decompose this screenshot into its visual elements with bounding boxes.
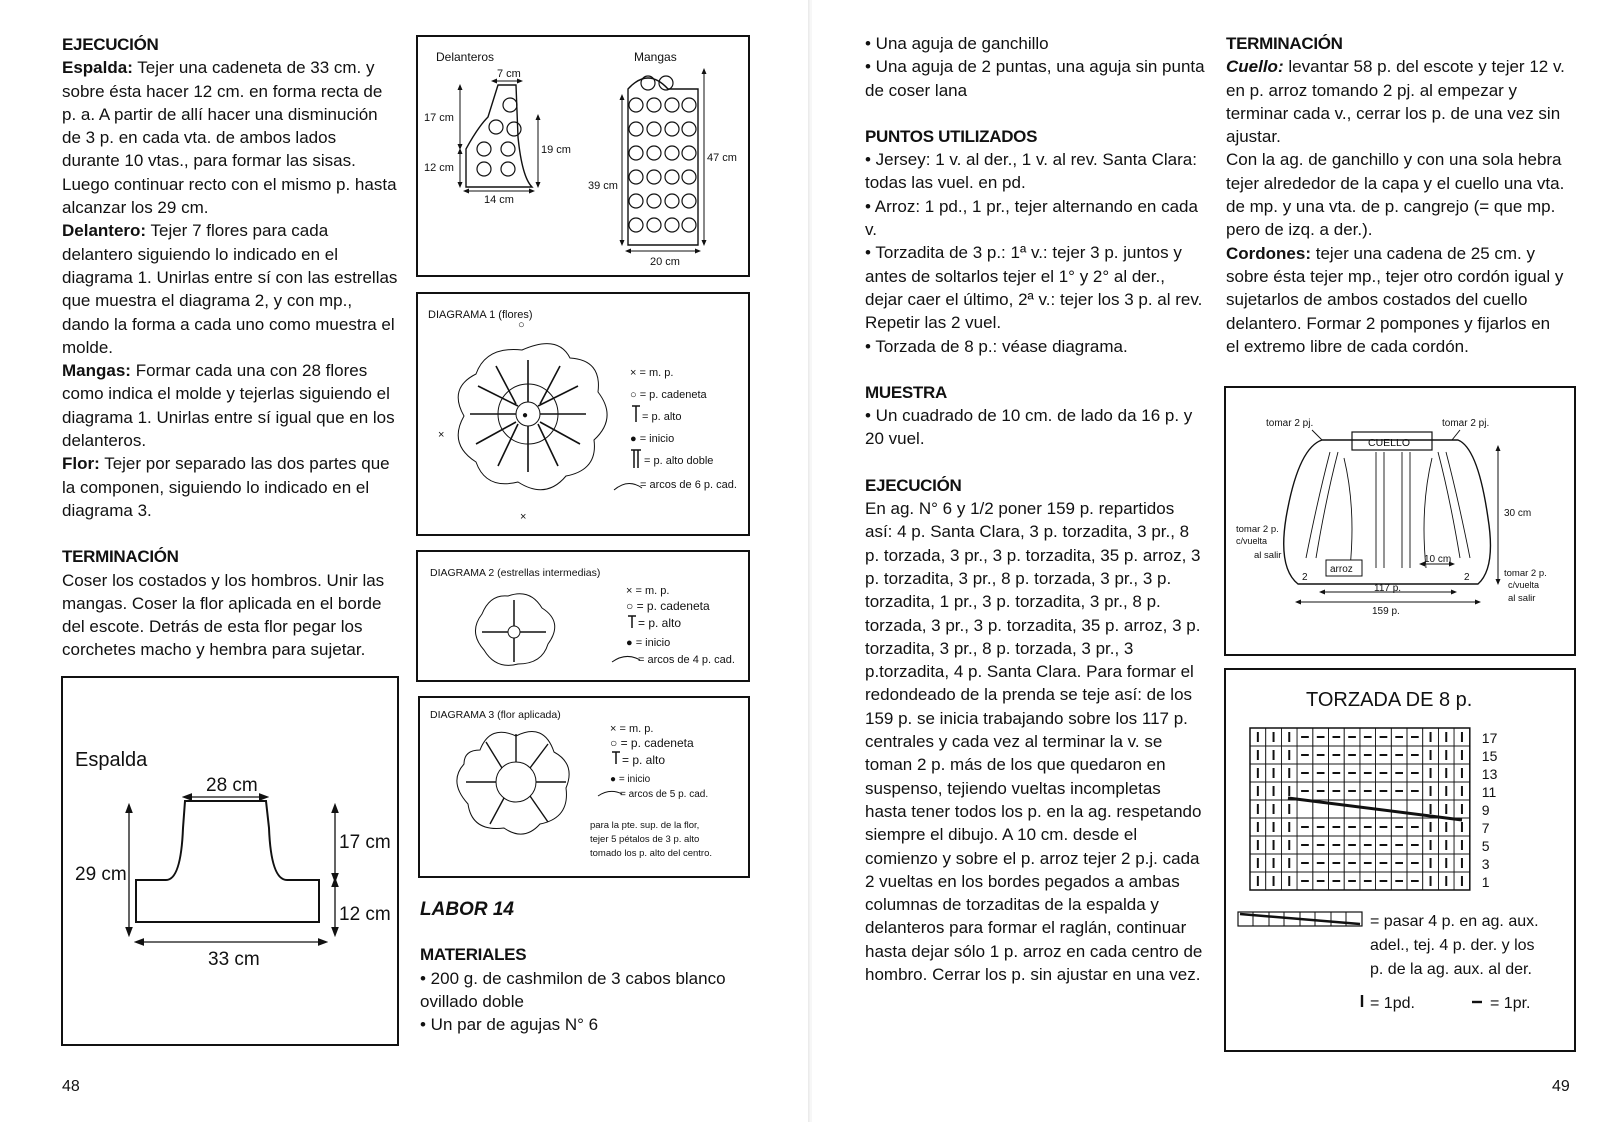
capa-tomar-left-0: tomar 2 p. <box>1236 524 1279 535</box>
d3-legend-4: = arcos de 5 p. cad. <box>620 789 709 800</box>
espalda-text: Tejer una cadeneta de 33 cm. y sobre ésta hacer 12 cm. en forma recta de p. a. A partir de allí hacer una disminución de 3 p. en cada vta. de ambos lados durante 10 vtas., para formar las sisas. Luego continuar recto con el mismo p. hasta alcanzar los 29 cm. <box>62 58 397 218</box>
flor-label: Flor: <box>62 454 100 474</box>
capa-tomar-right-1: c/vuelta <box>1508 580 1540 590</box>
delantero-text: Tejer 7 flores para cada delantero siguiendo lo indicado en el diagrama 1. Unirlas entre sí con las estrellas que muestra el diagrama 2, y con mp., dando la forma a cada uno como muestra el molde. <box>62 221 398 357</box>
terminacion-heading-right: TERMINACIÓN <box>1226 34 1343 53</box>
diagrama1-svg <box>418 294 748 534</box>
pattern-diagram-svg <box>418 37 748 275</box>
flor-text: Tejer por separado las dos partes que la componen, siguiendo lo indicado en el diagrama 3. <box>62 454 390 520</box>
cuello-paragraph <box>1226 55 1566 148</box>
muestra-text: • Un cuadrado de 10 cm. de lado da 16 p. y 20 vuel. <box>865 406 1193 449</box>
ejecucion-text-right: En ag. N° 6 y 1/2 poner 159 p. repartidos así: 4 p. Santa Clara, 3 p. torzadita, 3 pr., 8 p. torzada, 3 pr., 3 p. torzadita, 35 p. arroz, 3 p. torzadita, 3 pr., 8 p. torzada, 3 pr., 3 p. torzadita, 1 pr., 3 p. torzadita, 3 pr., 8 p. torzada, 3 pr., 3 p. torzadita, 35 p. arroz, 3 p. torzadita, 3 pr., 8 p. torzada, 3 pr., 3 p.torzadita, 4 p. Santa Clara. Para formar el redondeado de la prenda se teje así: de los 159 p. se inicia trabajando sobre los 117 p. centrales y cada vez al terminar la v. se toman 2 p. más de los que quedaron en suspenso, tejiendo vueltas incompletas hasta tener todos los p. en la ag. respetando siempre el dibujo. A 10 cm. desde el comienzo y sobre el p. arroz tejer 2 p.j. cada 2 vueltas en los bordes pegados a ambas columnas de torzaditas de la espalda y delanteros para formar el raglán, continuar hasta dejar sólo 1 p. arroz en cada centro de hombro. Cerrar los p. sin ajustar en una vez. <box>865 499 1203 984</box>
cordones-paragraph <box>1226 242 1566 358</box>
d2-legend-0: × = m. p. <box>626 585 670 597</box>
d1-mark-bottom: × <box>520 511 527 523</box>
capa-159p-label: 159 p. <box>1372 606 1400 617</box>
capa-10cm-label: 10 cm <box>1424 554 1452 565</box>
torzada-row-number: 9 <box>1481 802 1490 818</box>
torzada-legend-pr: = 1pr. <box>1490 995 1531 1012</box>
puntos-item-3: • Torzada de 8 p.: véase diagrama. <box>865 336 1128 356</box>
torzada-row-numbers <box>1482 730 1498 890</box>
torzada-legend-cross-0: = pasar 4 p. en ag. aux. <box>1370 913 1539 930</box>
d1-legend-0: × = m. p. <box>630 367 674 379</box>
capa-117p-label: 117 p. <box>1374 583 1402 594</box>
materiales-heading: MATERIALES <box>420 945 527 965</box>
capa-arroz-label: arroz <box>1330 564 1353 575</box>
delantero-12cm: 12 cm <box>424 162 454 174</box>
muestra-heading: MUESTRA <box>865 382 947 402</box>
delantero-17cm: 17 cm <box>424 112 454 124</box>
espalda-outline <box>136 801 319 922</box>
torzada-cell <box>1391 800 1407 818</box>
capa-tomar-right-2: al salir <box>1508 593 1536 604</box>
torzada-legend-cross-symbol <box>1238 912 1362 926</box>
d3-note-0: para la pte. sup. de la flor, <box>590 820 700 831</box>
star-motif <box>475 594 554 666</box>
espalda-diagram-svg <box>63 678 397 1044</box>
torzada-row-number: 15 <box>1481 748 1498 764</box>
d3-legend-1: ○ = p. cadeneta <box>610 736 694 750</box>
espalda-diagram <box>61 676 399 1046</box>
torzada-row-number: 17 <box>1481 730 1498 746</box>
manga-20cm: 20 cm <box>650 256 680 268</box>
torzada-diagram-svg <box>1226 670 1574 1050</box>
ganchillo-text: Con la ag. de ganchillo y con una sola hebra tejer alrededor de la capa y el cuello una vta. de mp. y una vta. de p. cangrejo (= que mp. pero de izq. a der.). <box>1226 150 1565 240</box>
materials-cont-0: • Una aguja de ganchillo <box>865 34 1049 53</box>
capa-tomar-top-left: tomar 2 pj. <box>1266 418 1314 429</box>
d2-legend-3: ● = inicio <box>626 637 671 649</box>
d2-legend-4: = arcos de 4 p. cad. <box>638 654 735 666</box>
espalda-bottom-measure: 33 cm <box>208 949 260 970</box>
puntos-item-2: • Torzadita de 3 p.: 1ª v.: tejer 3 p. juntos y antes de soltarlos tejer el 1° y 2° al der., dejar caer el último, 2ª v.: tejer los 3 p. al rev. Repetir las 2 vuel. <box>865 243 1203 333</box>
ejecucion-heading-right: EJECUCIÓN <box>865 475 962 495</box>
diagrama3-title: DIAGRAMA 3 (flor aplicada) <box>430 709 561 721</box>
torzada-row-number: 7 <box>1481 820 1490 836</box>
mangas-label: Mangas: <box>62 361 131 381</box>
d1-mark-center: ● <box>522 410 529 421</box>
materials-cont-1: • Una aguja de 2 puntas, una aguja sin punta de coser lana <box>865 57 1205 100</box>
espalda-title: Espalda <box>75 749 148 771</box>
capa-diagram <box>1224 386 1576 656</box>
applied-flower-motif <box>457 732 569 835</box>
torzada-cell <box>1297 800 1313 818</box>
d1-mark-top: ○ <box>518 319 525 331</box>
delantero-paragraph <box>62 219 398 359</box>
torzada-grid <box>1250 728 1470 890</box>
manga-47cm: 47 cm <box>707 152 737 164</box>
delantero-14cm: 14 cm <box>484 194 514 206</box>
mangas-label: Mangas <box>634 50 677 64</box>
d2-legend-1: ○ = p. cadeneta <box>626 599 710 613</box>
right-text-column <box>865 32 1205 986</box>
mangas-paragraph <box>62 359 398 452</box>
materiales-item-0: • 200 g. de cashmilon de 3 cabos blanco ovillado doble <box>420 968 726 1011</box>
puntos-item-0: • Jersey: 1 v. al der., 1 v. al rev. Santa Clara: todas las vuel. en pd. <box>865 150 1197 193</box>
puntos-item-1: • Arroz: 1 pd., 1 pr., tejer alternando en cada v. <box>865 196 1198 240</box>
torzada-row-number: 3 <box>1481 856 1490 872</box>
espalda-top-measure: 28 cm <box>206 775 258 796</box>
delantero-7cm: 7 cm <box>497 68 521 80</box>
cuello-label: Cuello: <box>1226 57 1284 77</box>
capa-tomar-right-0: tomar 2 p. <box>1504 568 1547 579</box>
materiales-column <box>420 898 760 1036</box>
torzada-diagram <box>1224 668 1576 1052</box>
torzada-row-number: 11 <box>1481 784 1497 800</box>
manga-39cm: 39 cm <box>588 180 618 192</box>
delanteros-label: Delanteros <box>436 50 495 64</box>
d1-legend-3: ● = inicio <box>630 433 675 445</box>
diagrama2 <box>416 550 750 682</box>
capa-diagram-svg <box>1226 388 1574 654</box>
page-number-left: 48 <box>62 1078 80 1095</box>
capa-two-left: 2 <box>1302 572 1308 583</box>
capa-two-right: 2 <box>1464 572 1470 583</box>
diagrama3 <box>418 696 750 878</box>
left-text-column <box>62 33 398 662</box>
d1-legend-5: = arcos de 6 p. cad. <box>640 479 737 491</box>
torzada-row-number: 5 <box>1481 838 1490 854</box>
d1-legend-2: = p. alto <box>642 411 682 423</box>
d2-legend-2: = p. alto <box>638 616 682 630</box>
diagrama2-title: DIAGRAMA 2 (estrellas intermedias) <box>430 567 601 579</box>
diagrama2-svg <box>418 552 748 680</box>
capa-tomar-top-right: tomar 2 pj. <box>1442 418 1490 429</box>
torzada-legend-cross-2: p. de la ag. aux. al der. <box>1370 961 1532 978</box>
mangas-text: Formar cada una con 28 flores como indica el molde y tejerlas siguiendo el diagrama 1. Unirlas entre sí igual que en los delanteros. <box>62 361 395 451</box>
d3-legend-2: = p. alto <box>622 753 666 767</box>
right-page <box>812 0 1600 1122</box>
labor-title: LABOR 14 <box>420 899 514 920</box>
torzada-row-number: 1 <box>1481 874 1490 890</box>
torzada-legend-pd: = 1pd. <box>1370 995 1415 1012</box>
d3-legend-3: ● = inicio <box>610 774 651 785</box>
pattern-diagram <box>416 35 750 277</box>
capa-30cm-label: 30 cm <box>1504 508 1532 519</box>
espalda-right-top-measure: 17 cm <box>339 832 391 853</box>
delantero-label: Delantero: <box>62 221 147 241</box>
capa-cable-pattern <box>1306 452 1470 568</box>
cordones-label: Cordones: <box>1226 243 1311 263</box>
torzada-legend-cross-1: adel., tej. 4 p. der. y los <box>1370 937 1535 954</box>
flower-motif-large <box>458 344 607 490</box>
espalda-right-bottom-measure: 12 cm <box>339 904 391 925</box>
diagrama1-title: DIAGRAMA 1 (flores) <box>428 309 533 321</box>
d3-note-1: tejer 5 pétalos de 3 p. alto <box>590 834 700 845</box>
terminacion-text: Coser los costados y los hombros. Unir las mangas. Coser la flor aplicada en el borde del escote. Detrás de esta flor pegar los corchetes macho y hembra para sujetar. <box>62 570 385 660</box>
terminacion-heading: TERMINACIÓN <box>62 547 179 567</box>
flor-paragraph <box>62 452 398 522</box>
d1-mark-left: × <box>438 429 445 441</box>
capa-tomar-left-1: c/vuelta <box>1236 536 1268 546</box>
cuello-text: levantar 58 p. del escote y tejer 12 v. en p. arroz tomando 2 pj. al empezar y terminar cada v., cerrar los p. de una vez sin ajustar. <box>1226 57 1565 147</box>
diagrama1 <box>416 292 750 536</box>
d3-legend-0: × = m. p. <box>610 723 654 735</box>
cordones-text: tejer una cadena de 25 cm. y sobre ésta tejer mp., tejer otro cordón igual y sujetarlos de ambos costados del cuello delantero. Formar 2 pompones y fijarlos en el extremo libre de cada cordón. <box>1226 243 1564 356</box>
capa-tomar-left-2: al salir <box>1254 550 1282 561</box>
torzada-title: TORZADA DE 8 p. <box>1306 689 1473 711</box>
torzada-cross-line <box>1288 798 1462 820</box>
espalda-left-measure: 29 cm <box>75 864 127 885</box>
d3-note-2: tomado los p. alto del centro. <box>590 848 712 859</box>
torzada-cell <box>1344 800 1360 818</box>
ejecucion-heading: EJECUCIÓN <box>62 35 159 54</box>
diagrama3-svg <box>420 698 748 876</box>
delantero-19cm: 19 cm <box>541 144 571 156</box>
materiales-item-1: • Un par de agujas N° 6 <box>420 1015 599 1035</box>
espalda-paragraph <box>62 56 398 219</box>
espalda-label: Espalda: <box>62 58 133 78</box>
d1-legend-4: = p. alto doble <box>644 455 714 467</box>
torzada-row-number: 13 <box>1481 766 1498 782</box>
capa-cuello-label: CUELLO <box>1368 437 1411 449</box>
puntos-heading: PUNTOS UTILIZADOS <box>865 126 1038 146</box>
page-number-right: 49 <box>1552 1078 1570 1095</box>
d1-legend-1: ○ = p. cadeneta <box>630 389 707 401</box>
terminacion-column <box>1226 32 1566 358</box>
